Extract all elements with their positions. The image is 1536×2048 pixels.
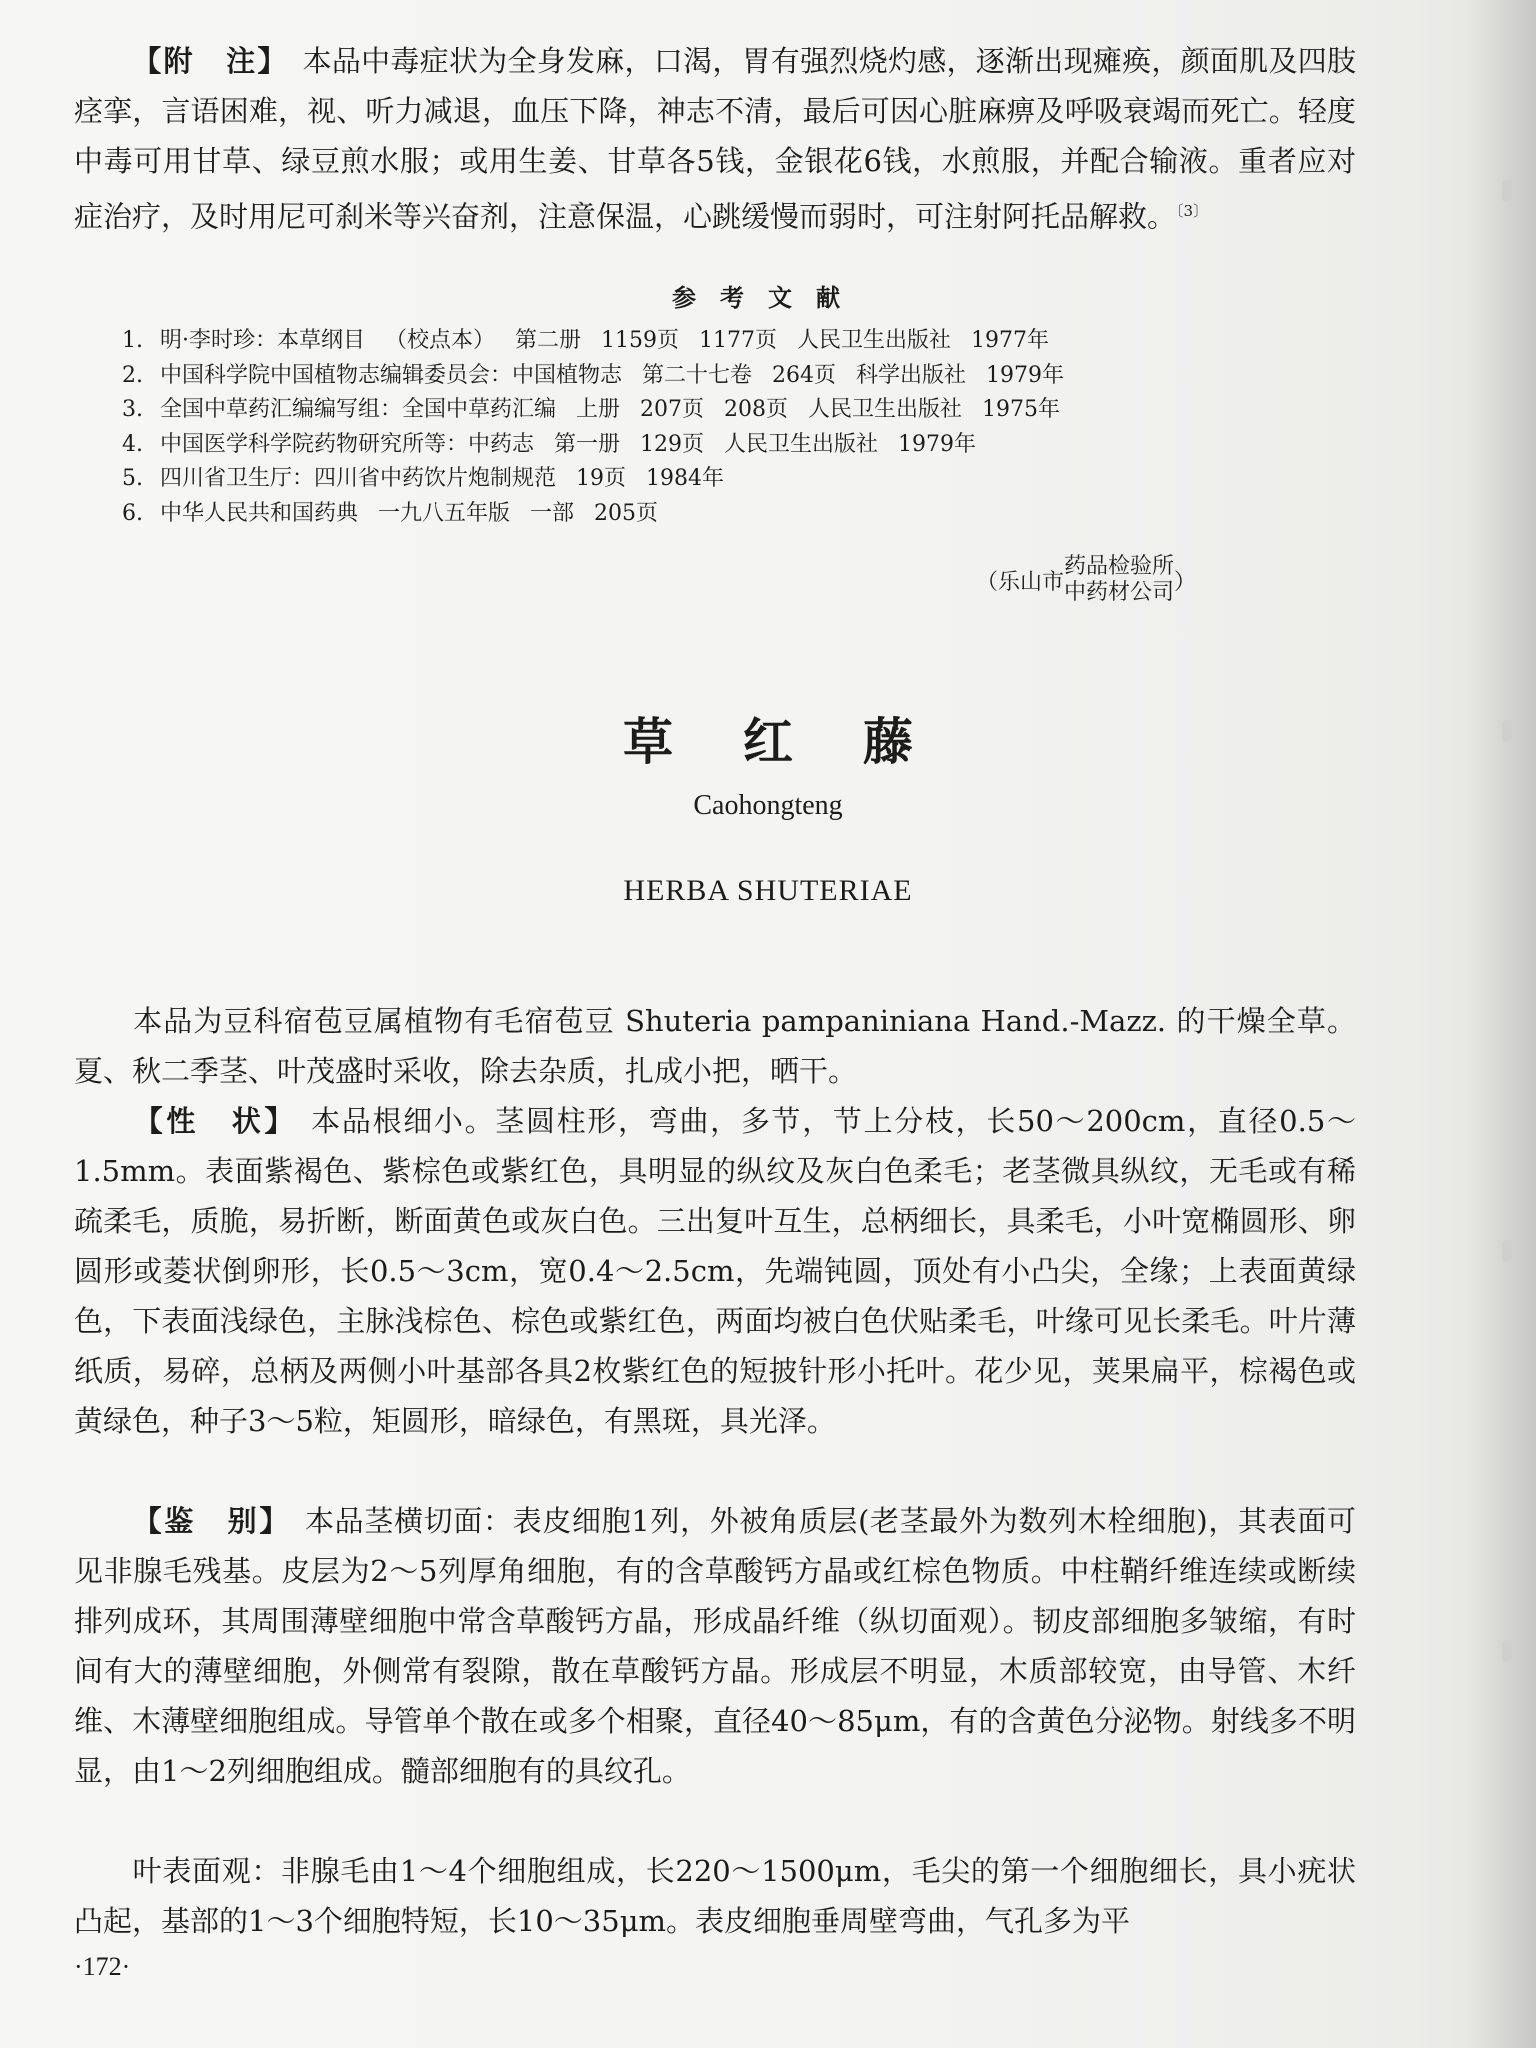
references-list <box>122 324 1322 531</box>
reference-item: 3. 全国中草药汇编编写组：全国中草药汇编 上册 207页 208页 人民卫生出版社 1975年 <box>122 397 1061 422</box>
reference-item: 2. 中国科学院中国植物志编辑委员会：中国植物志 第二十七卷 264页 科学出版社 1979年 <box>122 362 1065 388</box>
page-number: ·172· <box>74 1952 131 1981</box>
properties-label: 【性 状】 <box>132 1104 298 1138</box>
monograph-latin-name: HERBA SHUTERIAE <box>623 874 913 907</box>
reference-item: 5. 四川省卫生厅：四川省中药饮片炮制规范 19页 1984年 <box>122 466 725 491</box>
reference-item: 6. 中华人民共和国药典 一九八五年版 一部 205页 <box>122 500 659 526</box>
identification-label: 【鉴 别】 <box>132 1504 291 1538</box>
identification-paragraph: 【鉴 别】 本品茎横切面：表皮细胞1列，外被角质层(老茎最外为数列木栓细胞)，其表面可见非腺毛残基。皮层为2～5列厚角细胞，有的含草酸钙方晶或红棕色物质。中柱鞘纤维连续或断续排列成环，其周围薄壁细胞中常含草酸钙方晶，形成晶纤维（纵切面观）。韧皮部细胞多皱缩，有时间有大的薄壁细胞，外侧常有裂隙，散在草酸钙方晶。形成层不明显，木质部较宽，由导管、木纤维、木薄壁细胞组成。导管单个散在或多个相聚，直径40～85μm，有的含黄色分泌物。射线多不明显，由1～2列细胞组成。髓部细胞有的具纹孔。 <box>74 1504 1356 1788</box>
reference-item: 4. 中国医学科学院药物研究所等：中药志 第一册 129页 人民卫生出版社 1979年 <box>122 431 977 457</box>
monograph-pinyin: Caohongteng <box>693 790 843 821</box>
references-heading: 参考文献 <box>672 283 864 312</box>
properties-paragraph: 【性 状】 本品根细小。茎圆柱形，弯曲，多节，节上分枝，长50～200cm，直径0.5～1.5mm。表面紫褐色、紫棕色或紫红色，具明显的纵纹及灰白色柔毛；老茎微具纵纹，无毛或有稀疏柔毛，质脆，易折断，断面黄色或灰白色。三出复叶互生，总柄细长，具柔毛，小叶宽椭圆形、卵圆形或菱状倒卵形，长0.5～3cm，宽0.4～2.5cm，先端钝圆，顶处有小凸尖，全缘；上表面黄绿色，下表面浅绿色，主脉浅棕色、棕色或紫红色，两面均被白色伏贴柔毛，叶缘可见长柔毛。叶片薄纸质，易碎，总柄及两侧小叶基部各具2枚紫红色的短披针形小托叶。花少见，荚果扁平，棕褐色或黄绿色，种子3～5粒，矩圆形，暗绿色，有黑斑，具光泽。 <box>74 1104 1356 1438</box>
monograph-title: 草红藤 <box>623 712 983 771</box>
reference-item: 1. 明·李时珍：本草纲目 （校点本） 第二册 1159页 1177页 人民卫生出版社 1977年 <box>122 328 1050 353</box>
leaf-surface-paragraph: 叶表面观：非腺毛由1～4个细胞组成，长220～1500μm，毛尖的第一个细胞细长，具小疣状凸起，基部的1～3个细胞特短，长10～35μm。表皮细胞垂周壁弯曲，气孔多为平 <box>74 1854 1356 1938</box>
intro-paragraph: 本品为豆科宿苞豆属植物有毛宿苞豆 Shuteria pampaniniana Hand.-Mazz. 的干燥全草。夏、秋二季茎、叶茂盛时采收，除去杂质，扎成小把，晒干。 <box>74 1004 1356 1088</box>
note-paragraph <box>74 36 1356 242</box>
note-citation: 〔3〕 <box>1176 202 1209 220</box>
author-affiliation: （乐山市 药品检验所 中药材公司 ） <box>976 554 1197 605</box>
note-text: 本品中毒症状为全身发麻，口渴，胃有强烈烧灼感，逐渐出现瘫痪，颜面肌及四肢痉挛，言语困难，视、听力减退，血压下降，神志不清，最后可因心脏麻痹及呼吸衰竭而死亡。轻度中毒可用甘草、绿豆煎水服；或用生姜、甘草各5钱，金银花6钱，水煎服，并配合输液。重者应对症治疗，及时用尼可刹米等兴奋剂，注意保温，心跳缓慢而弱时，可注射阿托品解救。 <box>74 44 1356 234</box>
note-label: 【附 注】 <box>132 44 289 78</box>
